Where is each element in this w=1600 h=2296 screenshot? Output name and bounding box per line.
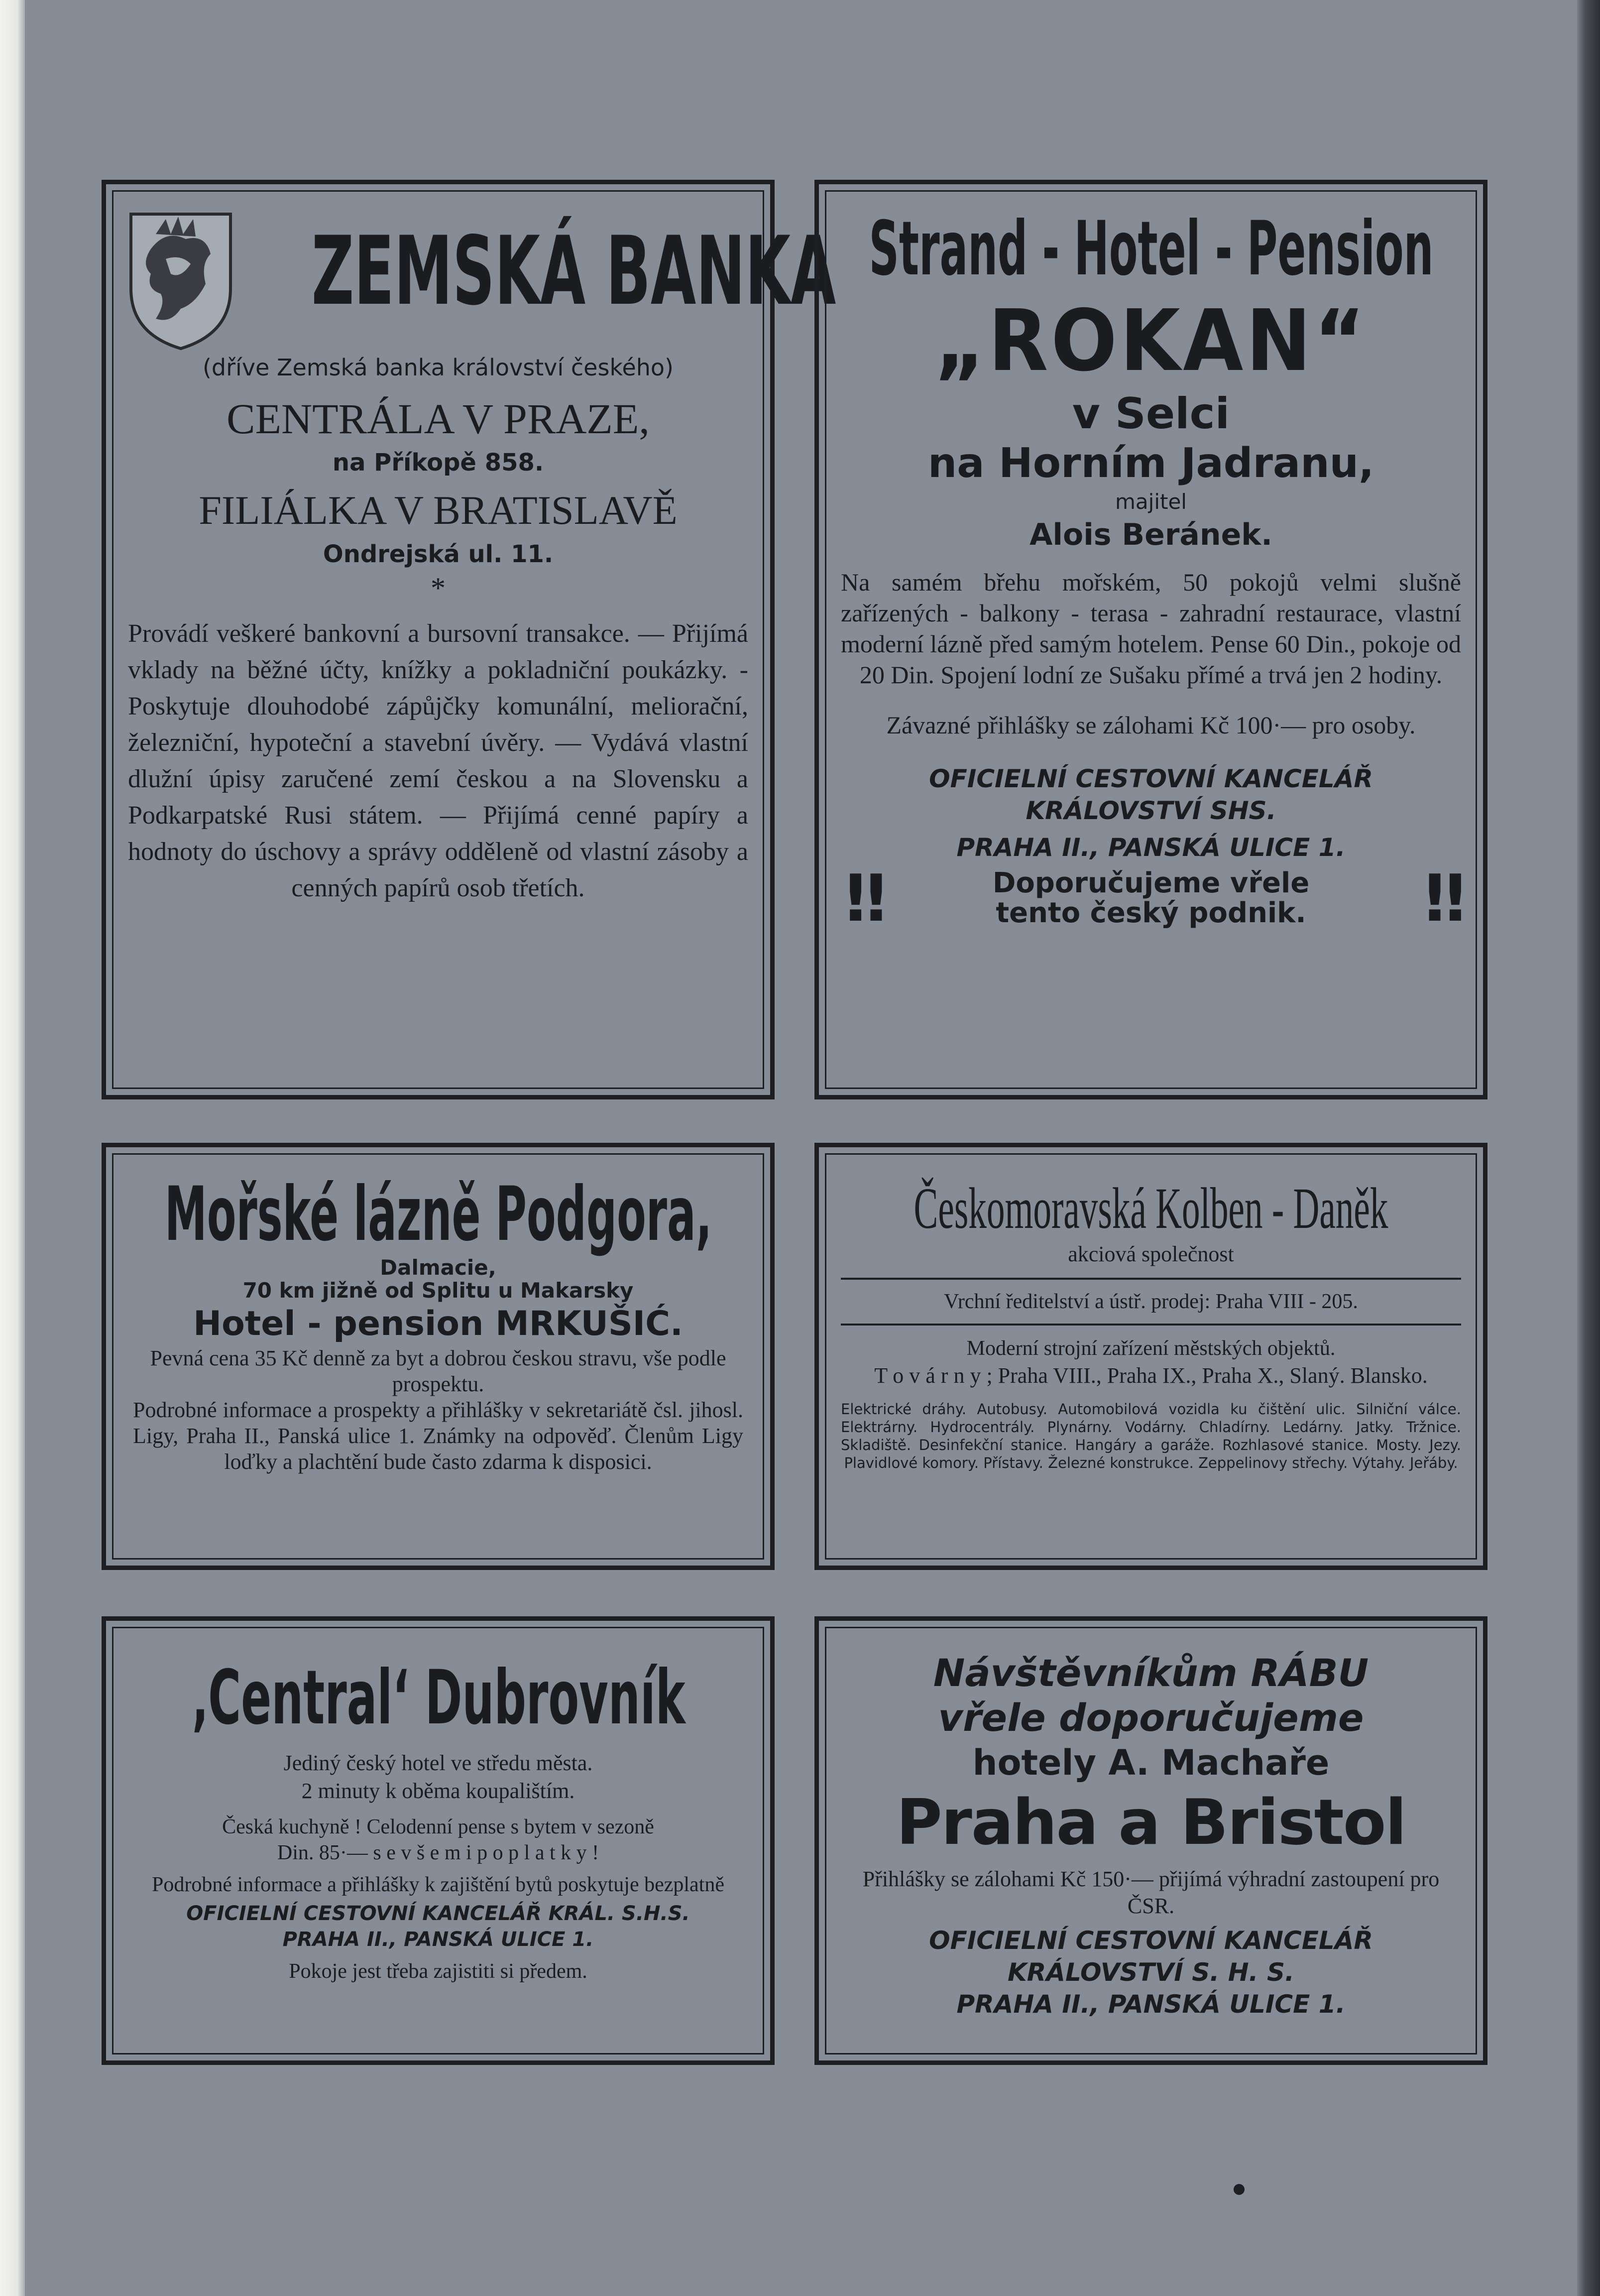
ad-rab-agency1: OFICIELNÍ CESTOVNÍ KANCELÁŘ	[929, 1926, 1373, 1955]
ad-rokan-title: Strand - Hotel - Pension	[869, 206, 1433, 292]
ad-rab-line2: vřele doporučujeme	[938, 1695, 1364, 1740]
ad-rokan-agency2: KRÁLOVSTVÍ SHS.	[1026, 796, 1276, 825]
ad-rab-line3: hotely A. Machaře	[972, 1742, 1330, 1783]
ad-zemska-text: Provádí veškeré bankovní a bursovní transakce. — Přijímá vklady na běžné účty, knížky a pokladniční poukázky. - Poskytuje dlouhodobé zápůjčky komunální, meliorační, železniční, hypoteční a stavební úvěry. — Vydává vlastní dlužní úpisy zaručené zemí českou a na Slovensku a Podkarpatské Rusi státem. — Přijímá cenné papíry a hodnoty do úschovy a správy odděleně od vlastní zásoby a cenných papírů osob třetích.	[128, 619, 748, 902]
ad-rokan-owner-label: majitel	[1115, 489, 1187, 514]
ad-rokan-agency3: PRAHA II., PANSKÁ ULICE 1.	[956, 833, 1346, 862]
ad-rokan-booking: Závazné přihlášky se zálohami Kč 100·— pro osoby.	[886, 711, 1416, 739]
ad-hotel-rokan	[814, 180, 1487, 1099]
ad-central-agency1: OFICIELNÍ CESTOVNÍ KANCELÁŘ KRÁL. S.H.S.	[186, 1902, 690, 1925]
ad-rokan-owner: Alois Beránek.	[1029, 517, 1272, 552]
bohemian-lion-crest-icon	[121, 204, 240, 354]
ad-central-line3: Česká kuchyně ! Celodenní pense s bytem v sezoně	[222, 1815, 654, 1838]
ad-kolben-title: Českomoravská Kolben - Daněk	[914, 1176, 1388, 1241]
ad-kolben-factories: T o v á r n y ; Praha VIII., Praha IX., Praha X., Slaný. Blansko.	[874, 1363, 1428, 1388]
ad-zemska-central: CENTRÁLA V PRAZE,	[227, 395, 650, 443]
ad-podgora-title: Mořské lázně Podgora,	[164, 1171, 712, 1258]
ad-rokan-place2: na Horním Jadranu,	[927, 440, 1374, 487]
ad-rab-agency3: PRAHA II., PANSKÁ ULICE 1.	[956, 1990, 1346, 2019]
ad-rab-line1: Návštěvníkům RÁBU	[933, 1651, 1369, 1695]
ad-rokan-name: „ROKAN“	[934, 292, 1368, 390]
ad-central-line4: Din. 85·— s e v š e m i p o p l a t k y !	[277, 1841, 599, 1864]
ad-kolben-directorate: Vrchní ředitelství a ústř. prodej: Praha VIII - 205.	[944, 1290, 1358, 1313]
ad-zemska-branch: FILIÁLKA V BRATISLAVĚ	[199, 487, 678, 533]
ad-zemska-central-address: na Příkopě 858.	[332, 449, 544, 477]
ad-rokan-recommend1: Doporučujeme vřele	[992, 867, 1310, 899]
ad-zemska-branch-address: Ondrejská ul. 11.	[323, 540, 554, 568]
ad-podgora-line1: Pevná cena 35 Kč denně za byt a dobrou českou stravu, vše podle prospektu.	[150, 1346, 726, 1396]
ad-ceskomoravska-kolben-danek	[814, 1143, 1487, 1570]
ad-rab-agency2: KRÁLOVSTVÍ S. H. S.	[1008, 1958, 1294, 1987]
ad-podgora-sub1: Dalmacie,	[380, 1255, 496, 1280]
ad-hotely-rab	[814, 1616, 1487, 2065]
ad-zemska-banka	[102, 180, 836, 1099]
ad-podgora-hotel: Hotel - pension MRKUŠIĆ.	[193, 1304, 683, 1343]
ad-kolben-rule-top	[841, 1278, 1461, 1280]
page-left-edge	[0, 0, 25, 2296]
ad-central-line1: Jediný český hotel ve středu města.	[283, 1751, 593, 1775]
ad-rokan-text: Na samém břehu mořském, 50 pokojů velmi slušně zařízených - balkony - terasa - zahradní restaurace, vlastní moderní lázně před samým hotelem. Pense 60 Din., pokoje od 20 Din. Spojení lodní ze Sušaku přímé a trvá jen 2 hodiny.	[841, 568, 1461, 689]
ad-kolben-equipment: Moderní strojní zařízení městských objektů.	[966, 1337, 1336, 1360]
ad-kolben-sub: akciová společnost	[1068, 1242, 1234, 1266]
ad-zemska-former: (dříve Zemská banka království českého)	[202, 354, 674, 381]
ad-rokan-exclam-left: !!	[841, 860, 882, 936]
ad-central-title: ‚Central‘ Dubrovník	[191, 1655, 686, 1741]
ad-central-dubrovnik	[102, 1616, 775, 2065]
page-right-edge	[1577, 0, 1600, 2296]
ad-rab-title: Praha a Bristol	[896, 1786, 1406, 1859]
ad-central-line6: Pokoje jest třeba zajistiti si předem.	[289, 1960, 587, 1983]
ad-zemska-title: ZEMSKÁ BANKA	[311, 216, 836, 326]
ad-podgora-sub2: 70 km jižně od Splitu u Makarsky	[242, 1278, 634, 1303]
ad-kolben-products: Elektrické dráhy. Autobusy. Automobilová vozidla ku čištění ulic. Silniční válce. Elektrárny. Hydrocentrály. Plynárny. Vodárny. Chladírny. Ledárny. Jatky. Tržnice. Skladiště. Desinfekční stanice. Hangáry a garáže. Rozhlasové stanice. Mosty. Jezy. Plavidlové komory. Přístavy. Železné konstrukce. Zeppelinovy střechy. Výtahy. Jeřáby.	[841, 1401, 1461, 1471]
ad-rokan-place1: v Selci	[1072, 389, 1230, 439]
ad-morske-lazne-podgora	[102, 1143, 775, 1570]
ad-central-line5: Podrobné informace a přihlášky k zajištění bytů poskytuje bezplatně	[151, 1873, 725, 1896]
ad-rokan-exclam-right: !!	[1420, 860, 1461, 936]
ad-rokan-agency1: OFICIELNÍ CESTOVNÍ KANCELÁŘ	[929, 764, 1373, 793]
ad-kolben-rule-bottom	[841, 1324, 1461, 1326]
ad-central-line2: 2 minuty k oběma koupalištím.	[301, 1779, 575, 1803]
ad-rokan-recommend2: tento český podnik.	[996, 897, 1306, 929]
ad-zemska-star: *	[431, 572, 446, 604]
ad-central-agency2: PRAHA II., PANSKÁ ULICE 1.	[282, 1928, 594, 1951]
ad-rab-text: Přihlášky se zálohami Kč 150·— přijímá výhradní zastoupení pro ČSR.	[862, 1867, 1440, 1918]
ad-podgora-line2: Podrobné informace a prospekty a přihlášky v sekretariátě čsl. jihosl. Ligy, Praha II., Panská ulice 1. Známky na odpověď. Členům Ligy loďky a plachtění bude často zdarma k disposici.	[133, 1398, 743, 1474]
